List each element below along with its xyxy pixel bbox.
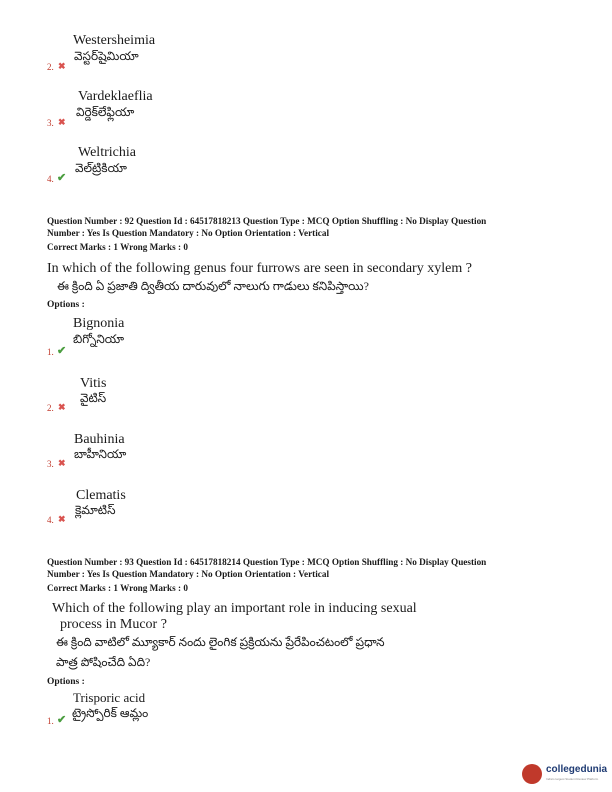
- option-text-en: Vitis: [80, 376, 107, 391]
- option-text-en: Bignonia: [73, 316, 125, 331]
- question-meta-line1: Question Number : 92 Question Id : 64517818213 Question Type : MCQ Option Shuffling : No Display Question: [47, 216, 487, 226]
- options-label: Options :: [47, 300, 85, 310]
- collegedunia-logo: [522, 762, 610, 784]
- option-number: 4.: [47, 174, 54, 184]
- option-text-te: క్లెమాటిస్: [75, 503, 116, 517]
- option-text-te: వైటిస్: [80, 391, 107, 405]
- question-text-te: ఈ క్రింది ఏ ప్రజాతి ద్వితీయ దారువులో నాలుగు గాడులు కనిపిస్తాయి?: [57, 279, 369, 293]
- option-text-te: బిగ్నోనియా: [73, 332, 125, 346]
- options-label: Options :: [47, 677, 85, 687]
- option-text-te: వెల్‌ట్రికియా: [75, 161, 127, 175]
- option-number: 2.: [47, 403, 54, 413]
- option-number: 2.: [47, 62, 54, 72]
- logo-tagline: India's largest Student Review Platform: [546, 777, 599, 781]
- option-number: 3.: [47, 118, 54, 128]
- correct-check-icon: ✔: [57, 172, 67, 184]
- question-text-te-line1: ఈ క్రింది వాటిలో మ్యూకార్ నందు లైంగిక ప్రక్రియను ప్రేరేపించటంలో ప్రధాన: [56, 635, 385, 649]
- logo-name: collegedunia: [546, 764, 608, 775]
- option-text-en: Trisporic acid: [73, 690, 146, 705]
- option-text-en: Weltrichia: [78, 145, 136, 160]
- option-text-te: విర్డెక్‌లేఫ్లియా: [76, 105, 135, 119]
- logo-mascot-icon: [522, 764, 542, 784]
- option-text-te: ట్రైస్పోరిక్ ఆమ్లం: [72, 706, 149, 720]
- question-text-en-line2: process in Mucor ?: [60, 617, 167, 632]
- question-marks: Correct Marks : 1 Wrong Marks : 0: [47, 242, 188, 252]
- wrong-icon: ✖: [58, 117, 66, 127]
- wrong-icon: ✖: [58, 402, 66, 412]
- option-text-en: Vardeklaeflia: [78, 89, 153, 104]
- option-number: 1.: [47, 347, 54, 357]
- question-text-en: In which of the following genus four furrows are seen in secondary xylem ?: [47, 261, 472, 276]
- option-number: 1.: [47, 716, 54, 726]
- correct-check-icon: ✔: [57, 714, 67, 726]
- option-text-en: Bauhinia: [74, 432, 125, 447]
- option-number: 4.: [47, 515, 54, 525]
- question-meta-line2: Number : Yes Is Question Mandatory : No Option Orientation : Vertical: [47, 569, 329, 579]
- wrong-icon: ✖: [58, 458, 66, 468]
- question-text-te-line2: పాత్ర పోషించేది ఏది?: [56, 655, 151, 669]
- option-text-en: Clematis: [76, 488, 126, 503]
- wrong-icon: ✖: [58, 514, 66, 524]
- option-text-te: బాహీనియా: [74, 447, 127, 461]
- question-meta-line1: Question Number : 93 Question Id : 64517818214 Question Type : MCQ Option Shuffling : No Display Question: [47, 557, 487, 567]
- question-text-en-line1: Which of the following play an important role in inducing sexual: [52, 601, 417, 616]
- question-marks: Correct Marks : 1 Wrong Marks : 0: [47, 583, 188, 593]
- question-meta-line2: Number : Yes Is Question Mandatory : No Option Orientation : Vertical: [47, 228, 329, 238]
- option-text-en: Westersheimia: [73, 33, 156, 48]
- correct-check-icon: ✔: [57, 345, 67, 357]
- option-text-te: వెస్టర్‌షైమియా: [74, 49, 139, 63]
- option-number: 3.: [47, 459, 54, 469]
- wrong-icon: ✖: [58, 61, 66, 71]
